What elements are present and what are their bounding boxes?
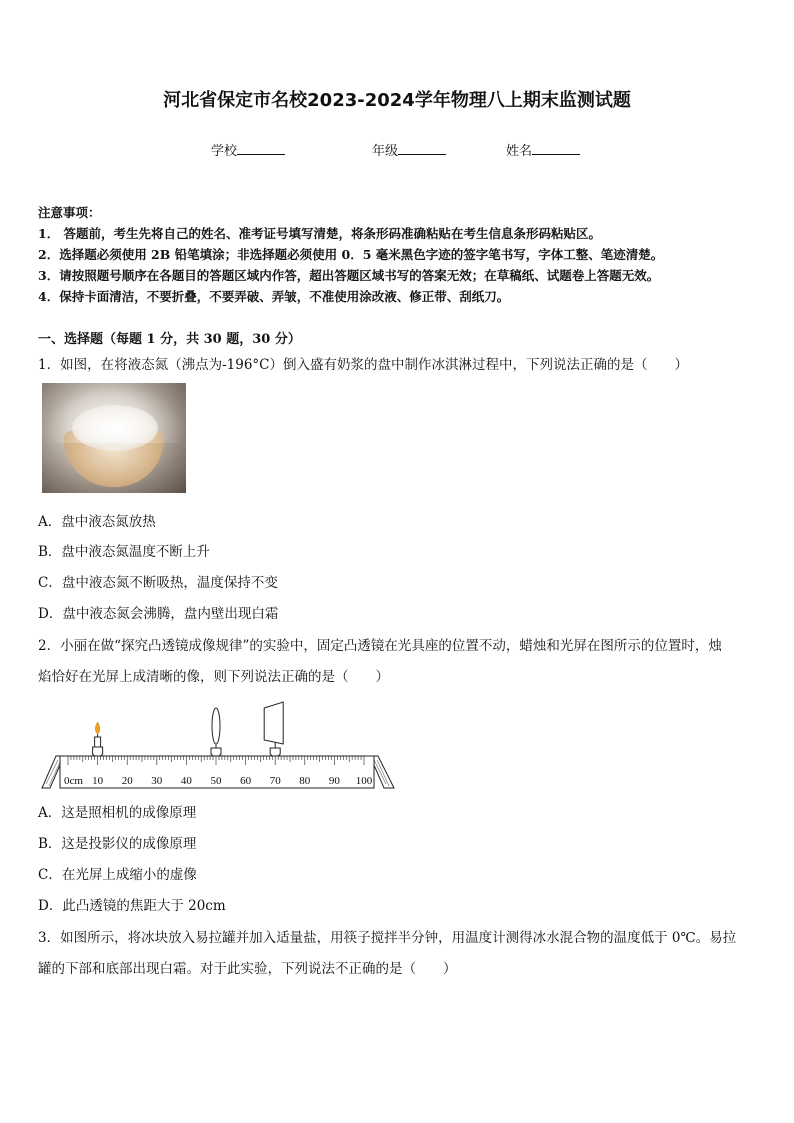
question-2-option-a: A．这是照相机的成像原理 <box>38 805 197 821</box>
question-2-text-line1: 2．小丽在做“探究凸透镜成像规律”的实验中，固定凸透镜在光具座的位置不动，蜡烛和光屏在图所示的位置时，烛 <box>38 638 722 654</box>
tick-label: 30 <box>151 775 163 787</box>
question-2-option-d: D．此凸透镜的焦距大于 20cm <box>38 898 226 914</box>
school-field <box>211 140 285 159</box>
tick-label: 70 <box>269 775 281 787</box>
tick-label: 0cm <box>64 775 83 787</box>
question-3-text-line2: 罐的下部和底部出现白霜。对于此实验，下列说法不正确的是（ ） <box>38 961 457 977</box>
notice-item: 2．选择题必须使用 2B 铅笔填涂；非选择题必须使用 0．5 毫米黑色字迹的签字笔书写，字体工整、笔迹清楚。 <box>38 247 664 262</box>
notice-item: 3．请按照题号顺序在各题目的答题区域内作答，超出答题区域书写的答案无效；在草稿纸、试题卷上答题无效。 <box>38 268 660 283</box>
question-1-option-c: C．盘中液态氮不断吸热，温度保持不变 <box>38 575 278 591</box>
notice-item: 4．保持卡面清洁，不要折叠，不要弄破、弄皱，不准使用涂改液、修正带、刮纸刀。 <box>38 289 510 304</box>
question-2-option-c: C．在光屏上成缩小的虚像 <box>38 867 197 883</box>
tick-label: 20 <box>121 775 133 787</box>
tick-label: 100 <box>355 775 373 787</box>
lens-holder <box>211 748 221 756</box>
question-1-option-b: B．盘中液态氮温度不断上升 <box>38 544 210 560</box>
question-3-text-line1: 3．如图所示，将冰块放入易拉罐并加入适量盐，用筷子搅拌半分钟，用温度计测得冰水混合物的温度低于 0℃。易拉 <box>38 930 737 946</box>
name-label: 姓名 <box>506 144 533 159</box>
name-field <box>506 140 580 159</box>
grade-field <box>372 140 446 159</box>
question-1-text: 1．如图，在将液态氮（沸点为-196°C）倒入盛有奶浆的盘中制作冰淇淋过程中，下列说法正确的是（ ） <box>38 357 688 373</box>
grade-blank <box>398 142 446 155</box>
question-1-option-a: A．盘中液态氮放热 <box>38 514 156 530</box>
tick-label: 90 <box>328 775 340 787</box>
lens-glass <box>212 708 220 744</box>
tick-label: 80 <box>299 775 311 787</box>
question-2-text-line2: 焰恰好在光屏上成清晰的像，则下列说法正确的是（ ） <box>38 669 389 685</box>
candle-body <box>95 737 101 747</box>
candle <box>93 722 103 756</box>
screen-holder <box>270 748 280 756</box>
notice-item: 1． 答题前，考生先将自己的姓名、准考证号填写清楚，将条形码准确粘贴在考生信息条形码粘贴区。 <box>38 226 602 241</box>
convex-lens <box>211 708 221 756</box>
tick-label: 60 <box>240 775 252 787</box>
liquid-nitrogen-photo <box>42 383 186 493</box>
tick-label: 50 <box>210 775 222 787</box>
grade-label: 年级 <box>372 144 399 159</box>
school-label: 学校 <box>211 144 238 159</box>
section-heading: 一、选择题（每题 1 分，共 30 题，30 分） <box>38 332 301 347</box>
question-1-option-d: D．盘中液态氮会沸腾，盘内壁出现白霜 <box>38 606 279 622</box>
mist-shape <box>42 383 186 443</box>
tick-label: 40 <box>180 775 192 787</box>
notice-heading: 注意事项： <box>38 205 101 220</box>
name-blank <box>532 142 580 155</box>
question-2-option-b: B．这是投影仪的成像原理 <box>38 836 197 852</box>
school-blank <box>237 142 285 155</box>
light-screen <box>264 702 283 756</box>
tick-label: 10 <box>92 775 104 787</box>
screen-panel <box>264 702 283 744</box>
page-title: 河北省保定市名校2023-2024学年物理八上期末监测试题 <box>163 90 631 111</box>
optical-bench-diagram <box>40 700 400 792</box>
candle-holder <box>93 747 103 756</box>
candle-flame <box>95 722 100 734</box>
